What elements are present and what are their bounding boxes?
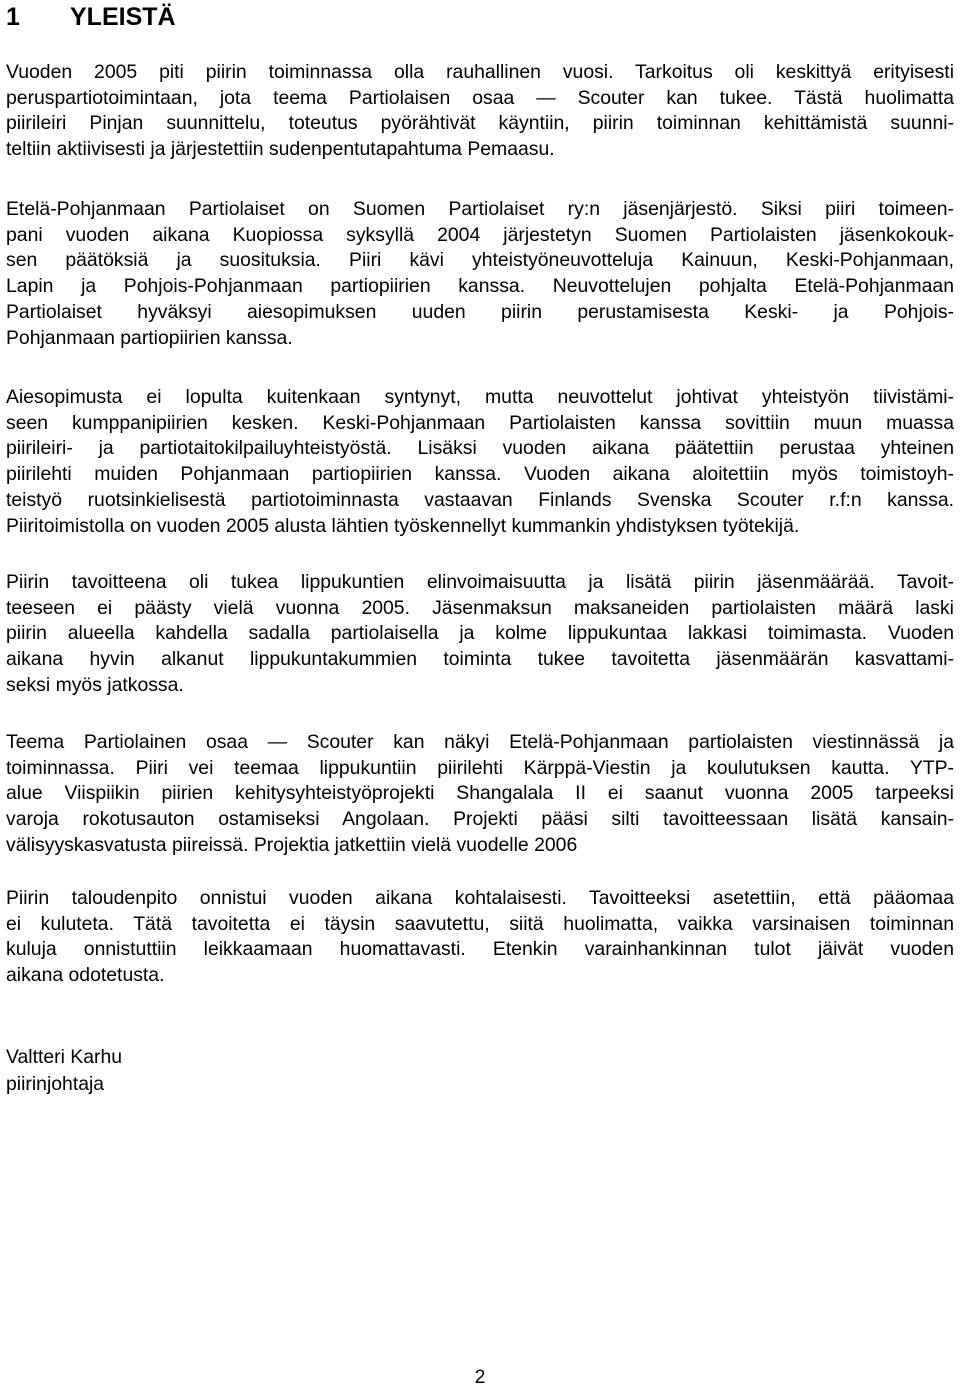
text-line: Lapin ja Pohjois-Pohjanmaan partiopiirien kanssa. Neuvottelujen pohjalta Etelä-Pohjanmaan bbox=[6, 275, 954, 298]
text-line: Partiolaiset hyväksyi aiesopimuksen uuden piirin perustamisesta Keski- ja Pohjois- bbox=[6, 300, 954, 323]
text-line: sen päätöksiä ja suosituksia. Piiri kävi yhteistyöneuvotteluja Kainuun, Keski-Pohjanmaan, bbox=[6, 249, 954, 272]
text-line: Piiritoimistolla on vuoden 2005 alusta lähtien työskennellyt kummankin yhdistyksen työtekijä. bbox=[6, 514, 800, 537]
text-line: Aiesopimusta ei lopulta kuitenkaan syntynyt, mutta neuvottelut johtivat yhteistyön tiivistämi- bbox=[6, 386, 954, 408]
text-line: pani vuoden aikana Kuopiossa syksyllä 2004 järjestetyn Suomen Partiolaisten jäsenkokouk- bbox=[6, 223, 954, 246]
text-line: alue Viispiikin piirien kehitysyhteistyöprojekti Shangalala II ei saanut vuonna 2005 tarpeeksi bbox=[6, 782, 954, 805]
text-line: Piirin taloudenpito onnistui vuoden aikana kohtalaisesti. Tavoitteeksi asetettiin, että pääomaa bbox=[6, 887, 954, 909]
text-line: Pohjanmaan partiopiirien kanssa. bbox=[6, 326, 293, 349]
section-heading bbox=[6, 2, 176, 32]
text-line: varoja rokotusauton ostamiseksi Angolaan. Projekti pääsi silti tavoitteessaan lisätä kansain- bbox=[6, 808, 954, 831]
text-line: seksi myös jatkossa. bbox=[6, 673, 184, 696]
text-line: teistyö ruotsinkielisestä partiotoiminnasta vastaavan Finlands Svenska Scouter r.f:n kanssa. bbox=[6, 488, 954, 511]
text-line: piirilehti muiden Pohjanmaan partiopiirien kanssa. Vuoden aikana aloitettiin myös toimistoyh- bbox=[6, 463, 954, 486]
text-line: piirileiri Pinjan suunnittelu, toteutus pyörähtivät käyntiin, piirin toiminnan kehittämistä suunni- bbox=[6, 112, 954, 135]
paragraph-intro bbox=[6, 60, 954, 163]
paragraph-finance bbox=[6, 886, 954, 989]
text-line: Piirin tavoitteena oli tukea lippukuntien elinvoimaisuutta ja lisätä piirin jäsenmäärää. Tavoit- bbox=[6, 571, 954, 593]
text-line: teeseen ei päästy vielä vuonna 2005. Jäsenmaksun maksaneiden partiolaisten määrä laski bbox=[6, 596, 954, 619]
text-line: piirileiri- ja partiotaitokilpailuyhteistyöstä. Lisäksi vuoden aikana päätettiin perustaa yhteinen bbox=[6, 437, 954, 460]
text-line: teltiin aktiivisesti ja järjestettiin sudenpentutapahtuma Pemaasu. bbox=[6, 138, 555, 161]
text-line: seen kumppanipiirien kesken. Keski-Pohjanmaan Partiolaisten kanssa sovittiin muun muassa bbox=[6, 411, 954, 434]
signature-name: Valtteri Karhu bbox=[6, 1046, 123, 1068]
page-number-value: 2 bbox=[474, 1366, 486, 1388]
page-number bbox=[0, 1366, 960, 1388]
text-line: Teema Partiolainen osaa — Scouter kan näkyi Etelä-Pohjanmaan partiolaisten viestinnässä ja bbox=[6, 731, 954, 753]
paragraph-membership bbox=[6, 197, 954, 351]
text-line: aikana odotetusta. bbox=[6, 964, 165, 987]
signature-role: piirinjohtaja bbox=[6, 1073, 105, 1095]
text-line: välisyyskasvatusta piireissä. Projektia jatkettiin vielä vuodelle 2006 bbox=[6, 833, 578, 856]
text-line: kuluja onnistuttiin leikkaamaan huomattavasti. Etenkin varainhankinnan tulot jäivät vuoden bbox=[6, 938, 954, 961]
section-number: 1 bbox=[6, 3, 20, 31]
text-line: Etelä-Pohjanmaan Partiolaiset on Suomen Partiolaiset ry:n jäsenjärjestö. Siksi piiri toimeen- bbox=[6, 198, 954, 220]
text-line: aikana hyvin alkanut lippukuntakummien toiminta tukee tavoitetta jäsenmäärän kasvattami- bbox=[6, 648, 954, 671]
text-line: ei kuluteta. Tätä tavoitetta ei täysin saavutettu, siitä huolimatta, vaikka varsinaisen toiminnan bbox=[6, 912, 954, 935]
signature-block bbox=[6, 1044, 122, 1098]
text-line: piirin alueella kahdella sadalla partiolaisella ja kolme lippukuntaa lakkasi toimimasta. Vuoden bbox=[6, 622, 954, 645]
text-line: toiminnassa. Piiri vei teemaa lippukuntiin piirilehti Kärppä-Viestin ja koulutuksen kautta. YTP- bbox=[6, 756, 954, 779]
text-line: peruspartiotoimintaan, jota teema Partiolaisen osaa — Scouter kan tukee. Tästä huolimatta bbox=[6, 86, 954, 109]
text-line: Vuoden 2005 piti piirin toiminnassa olla rauhallinen vuosi. Tarkoitus oli keskittyä erityisesti bbox=[6, 61, 954, 83]
paragraph-cooperation bbox=[6, 385, 954, 539]
section-title: YLEISTÄ bbox=[70, 3, 176, 31]
paragraph-theme bbox=[6, 730, 954, 859]
paragraph-goals bbox=[6, 570, 954, 699]
